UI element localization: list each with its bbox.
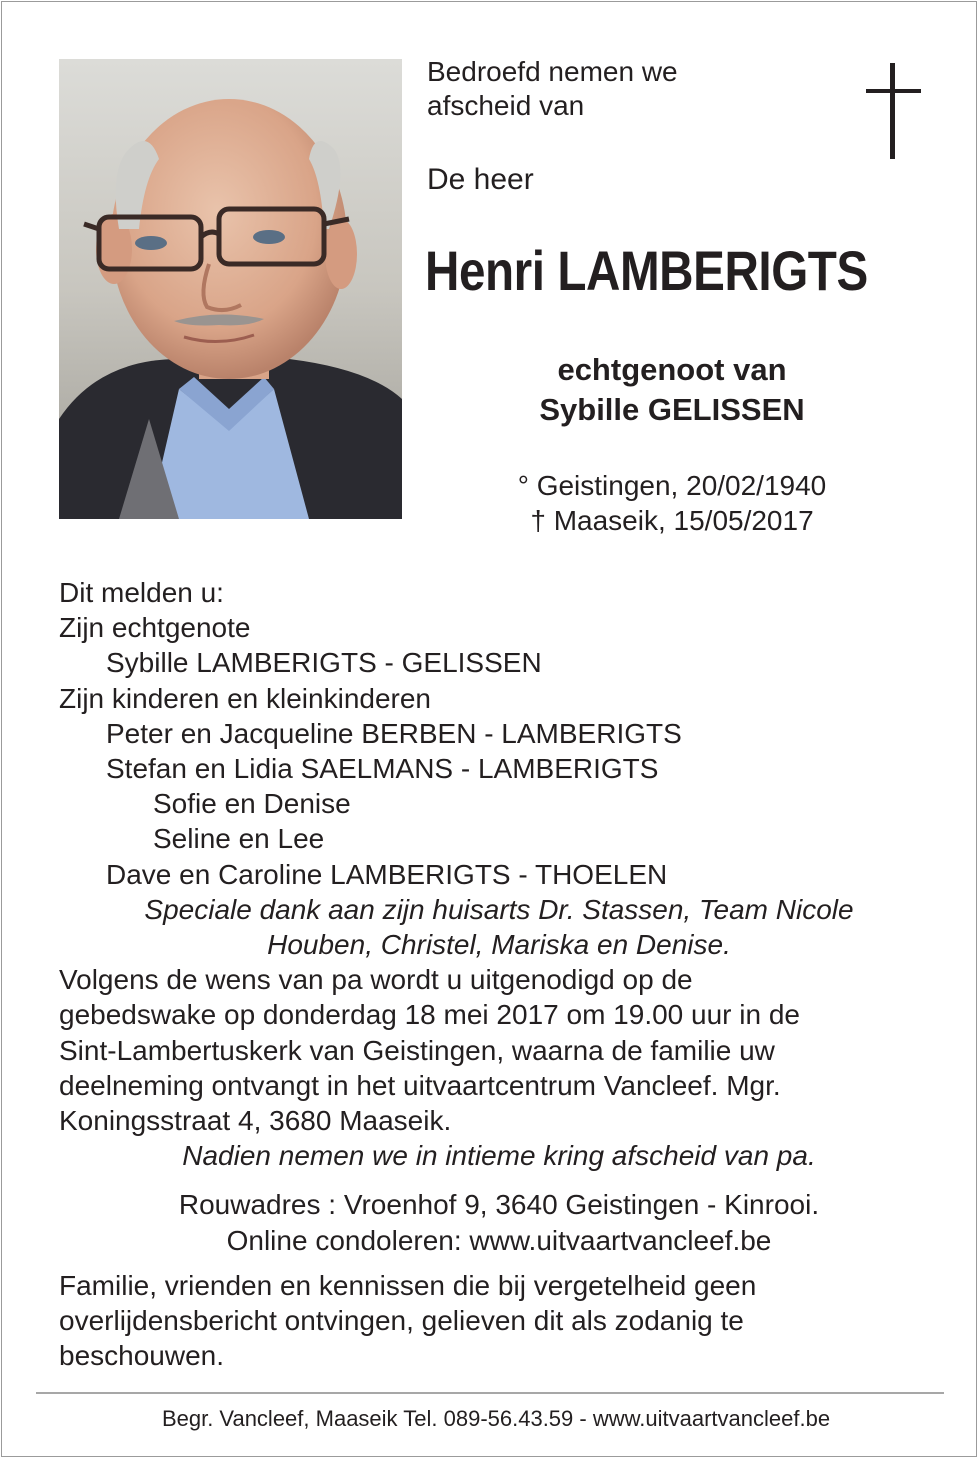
notice-line-2: overlijdensbericht ontvingen, gelieven dit als zodanig te	[59, 1305, 744, 1337]
honorific: De heer	[427, 163, 534, 196]
funeral-home-footer: Begr. Vancleef, Maaseik Tel. 089-56.43.59 - www.uitvaartvancleef.be	[161, 1406, 831, 1431]
wife-name: Sybille LAMBERIGTS - GELISSEN	[106, 647, 542, 679]
service-line-1: Volgens de wens van pa wordt u uitgenodigd op de	[59, 964, 693, 996]
thanks-line-1: Speciale dank aan zijn huisarts Dr. Stassen, Team Nicole	[144, 893, 854, 925]
family-line: Peter en Jacqueline BERBEN - LAMBERIGTS	[106, 717, 682, 749]
intro-line-2: afscheid van	[427, 90, 585, 121]
spouse-label: echtgenoot van	[557, 352, 787, 387]
portrait-photo	[59, 59, 402, 519]
footer-divider	[36, 1392, 944, 1394]
family-line: Dave en Caroline LAMBERIGTS - THOELEN	[106, 858, 668, 890]
service-line-5: Koningsstraat 4, 3680 Maaseik.	[59, 1105, 452, 1137]
family-line: Stefan en Lidia SAELMANS - LAMBERIGTS	[106, 753, 659, 785]
deceased-name: Henri LAMBERIGTS	[425, 239, 868, 302]
notice-line-1: Familie, vrienden en kennissen die bij vergetelheid geen	[59, 1269, 757, 1301]
death-date: † Maaseik, 15/05/2017	[530, 505, 814, 536]
children-label: Zijn kinderen en kleinkinderen	[59, 682, 431, 714]
spouse-block	[427, 350, 917, 430]
address-line-1: Rouwadres : Vroenhof 9, 3640 Geistingen - Kinrooi.	[178, 1189, 820, 1221]
announcement-body	[59, 575, 939, 1373]
wife-label: Zijn echtgenote	[59, 612, 251, 644]
announce-heading: Dit melden u:	[59, 577, 224, 608]
family-line: Seline en Lee	[153, 823, 325, 855]
thanks-line-2: Houben, Christel, Mariska en Denise.	[267, 929, 731, 961]
life-dates	[427, 468, 917, 538]
service-line-4: deelneming ontvangt in het uitvaartcentrum Vancleef. Mgr.	[59, 1069, 781, 1101]
service-line-3: Sint-Lambertuskerk van Geistingen, waarna de familie uw	[59, 1034, 775, 1066]
birth-date: ° Geistingen, 20/02/1940	[517, 470, 827, 501]
farewell-line: Nadien nemen we in intieme kring afscheid van pa.	[182, 1140, 816, 1172]
family-line: Sofie en Denise	[153, 788, 351, 820]
spouse-name: Sybille GELISSEN	[539, 392, 805, 427]
address-line-2: Online condoleren: www.uitvaartvancleef.be	[226, 1224, 772, 1256]
intro-text	[427, 55, 827, 123]
cross-icon	[866, 63, 921, 159]
intro-line-1: Bedroefd nemen we	[427, 56, 678, 87]
service-line-2: gebedswake op donderdag 18 mei 2017 om 19.00 uur in de	[59, 999, 800, 1031]
notice-line-3: beschouwen.	[59, 1340, 225, 1372]
